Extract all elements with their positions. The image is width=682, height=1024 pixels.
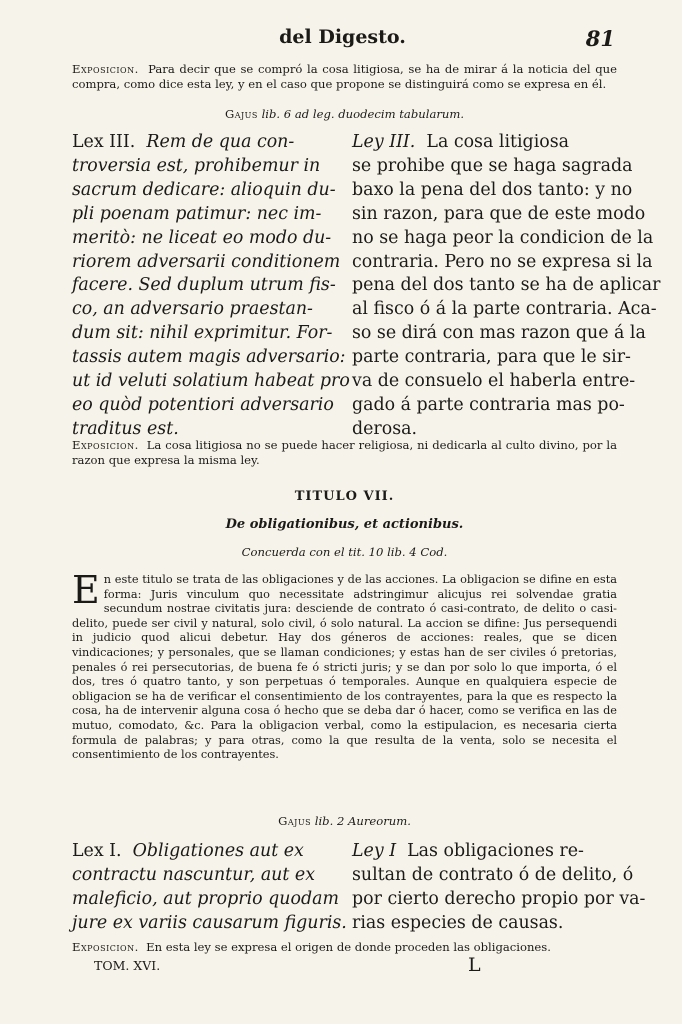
exposicion-label: Exposicion. (72, 62, 139, 76)
latin-column (72, 840, 347, 936)
spanish-line (352, 131, 617, 155)
ley-label: Ley III. (352, 132, 416, 152)
page-number: 81 (585, 26, 615, 51)
exposicion-3 (72, 940, 617, 955)
latin-line: traditus est. (72, 418, 179, 439)
latin-line: co, an adversario praestan- (72, 299, 313, 320)
titulo-heading: TITULO VII. (294, 489, 395, 504)
lex-label: Lex III. (72, 132, 136, 152)
spanish-column (352, 131, 661, 442)
spanish-line: parte contraria, para que le sir- (352, 347, 631, 368)
exposicion-2 (72, 438, 617, 468)
latin-column (72, 131, 350, 442)
spanish-text: La cosa litigiosa (426, 132, 570, 152)
spanish-line: so se dirá con mas razon que á la (352, 323, 646, 344)
ley-label: Ley I (352, 841, 397, 861)
intro-text: n este titulo se trata de las obligaciones y de las acciones. La obligacion se difine en esta forma: Juris vinculum quo necessitate adstringimur alicujus rei solvendae gratia secundum nostrae civitatis jura: desciende de contrato ó casi-contrato, de delito o casi-delito, puede ser civil y natural, solo civil, ó solo natural. La accion se difine: Jus persequendi in judicio quod alicui debetur. Hay dos géneros de acciones: reales, que se dicen vindicaciones; y personales, que se llaman condiciones; y estas han de ser civiles ó pretorias, penales ó rei persecutorias, de buena fe ó stricti juris; y se dan por solo lo que importa, ó el dos, tres ó quatro tanto, y son perpetuas ó temporales. Aunque en qualquiera especie de obligacion se ha de verificar el consentimiento de los contrayentes, para la que es respecto la cosa, ha de intervenir alguna cosa ó hecho que se deba dar ó hacer, como se verifica en las de mutuo, comodato, &c. Para la obligacion verbal, como la estipulacion, es necesaria cierta formula de palabras; y para otras, como la que resulta de la venta, solo se necesita el consentimiento de los contrayentes. (72, 573, 617, 762)
exposicion-text: Para decir que se compró la cosa litigiosa, se ha de mirar á la noticia del que compra, como dice esta ley, y en el caso que propone se distinguirá como se expresa en él. (72, 62, 617, 91)
spanish-line: gado á parte contraria mas po- (352, 394, 625, 415)
running-title: del Digesto. (279, 26, 406, 48)
latin-line: troversia est, prohibemur in (72, 155, 321, 176)
lex-label: Lex I. (72, 841, 122, 861)
exposicion-1 (72, 62, 617, 92)
spanish-line: al fisco ó á la parte contraria. Aca- (352, 299, 657, 320)
latin-line: jure ex variis causarum figuris. (72, 912, 347, 933)
drop-cap: E (72, 568, 100, 612)
spanish-line: no se haga peor la condicion de la (352, 227, 654, 248)
latin-text: Obligationes aut ex (132, 841, 304, 861)
spanish-line: contraria. Pero no se expresa si la (352, 251, 653, 272)
spanish-line: baxo la pena del dos tanto: y no (352, 179, 633, 200)
source-citation-1 (72, 107, 617, 122)
spanish-column (352, 840, 646, 936)
source-author: Gajus (278, 814, 312, 828)
titulo-subtitle: De obligationibus, et actionibus. (225, 517, 464, 532)
exposicion-label: Exposicion. (72, 940, 139, 954)
page-footer (94, 954, 514, 976)
intro-paragraph (72, 568, 617, 763)
spanish-line (352, 840, 617, 864)
latin-line: tassis autem magis adversario: (72, 347, 346, 368)
spanish-line: por cierto derecho propio por va- (352, 888, 646, 909)
spanish-line: rias especies de causas. (352, 912, 564, 933)
source-reference: lib. 2 Aureorum. (314, 814, 411, 828)
exposicion-text: En esta ley se expresa el origen de donde proceden las obligaciones. (146, 940, 551, 954)
latin-text: Rem de qua con- (146, 132, 295, 152)
latin-line: eo quòd potentiori adversario (72, 394, 334, 415)
source-citation-2 (72, 814, 617, 829)
spanish-line: sin razon, para que de este modo (352, 203, 646, 224)
latin-line: pli poenam patimur: nec im- (72, 203, 322, 224)
latin-line: sacrum dedicare: alioquin du- (72, 179, 336, 200)
latin-line (72, 131, 337, 155)
latin-line (72, 840, 337, 864)
spanish-line: pena del dos tanto se ha de aplicar (352, 275, 661, 296)
source-reference: lib. 6 ad leg. duodecim tabularum. (261, 107, 465, 121)
latin-line: contractu nascuntur, aut ex (72, 864, 316, 885)
signature-mark: L (468, 954, 481, 976)
lex-i-columns (72, 840, 646, 936)
exposicion-text: La cosa litigiosa no se puede hacer religiosa, ni dedicarla al culto divino, por la razon que expresa la misma ley. (72, 438, 617, 467)
running-header (70, 26, 615, 56)
spanish-line: derosa. (352, 418, 418, 439)
latin-line: facere. Sed duplum utrum fis- (72, 275, 336, 296)
exposicion-label: Exposicion. (72, 438, 139, 452)
concordance-note: Concuerda con el tit. 10 lib. 4 Cod. (241, 545, 448, 559)
spanish-line: va de consuelo el haberla entre- (352, 371, 636, 392)
volume-label: TOM. XVI. (94, 958, 161, 973)
spanish-line: se prohibe que se haga sagrada (352, 155, 633, 176)
latin-line: meritò: ne liceat eo modo du- (72, 227, 332, 248)
lex-iii-columns (72, 131, 661, 442)
latin-line: riorem adversarii conditionem (72, 251, 341, 272)
latin-line: dum sit: nihil exprimitur. For- (72, 323, 333, 344)
spanish-line: sultan de contrato ó de delito, ó (352, 864, 634, 885)
latin-line: maleficio, aut proprio quodam (72, 888, 339, 909)
source-author: Gajus (224, 107, 258, 121)
spanish-text: Las obligaciones re- (407, 841, 584, 861)
latin-line: ut id veluti solatium habeat pro (72, 371, 350, 392)
